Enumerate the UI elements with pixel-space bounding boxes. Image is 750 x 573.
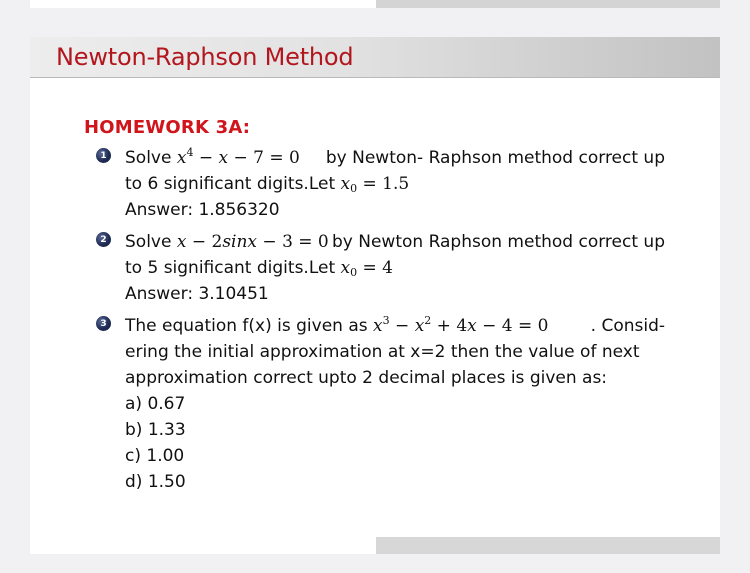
equation: $x^3 - x^2 + 4x - 4 = 0$ xyxy=(373,314,549,336)
equation: x − 2sinx − 3 = 0 xyxy=(176,232,329,252)
answer: Answer: 3.10451 xyxy=(125,284,269,304)
question-item-2 xyxy=(30,229,720,307)
question-line-2: to 6 significant digits.Let $x_0 = 1.5$ xyxy=(125,174,410,195)
question-line-3: approximation correct upto 2 decimal places is given as: xyxy=(125,368,608,388)
slide-title: Newton-Raphson Method xyxy=(56,43,354,71)
question-line-1: Solve $x^4 - x - 7 = 0$ by Newton- Raphson method correct up xyxy=(125,146,665,168)
previous-slide-bottom-left xyxy=(30,0,376,8)
previous-slide-bottom-right xyxy=(376,0,720,8)
question-line-1: Solve x − 2sinx − 3 = 0 by Newton Raphson method correct up xyxy=(125,232,665,252)
option-d: d) 1.50 xyxy=(125,472,186,492)
item-number-badge: 1 xyxy=(96,148,111,163)
question-line-2: ering the initial approximation at x=2 then the value of next xyxy=(125,342,640,362)
option-a: a) 0.67 xyxy=(125,394,186,414)
slide-footer-right xyxy=(376,537,720,554)
option-b: b) 1.33 xyxy=(125,420,186,440)
homework-heading: HOMEWORK 3A: xyxy=(84,117,251,138)
equation: $x^4 - x - 7 = 0$ xyxy=(176,146,300,168)
slide xyxy=(30,37,720,537)
item-number-badge: 3 xyxy=(96,316,111,331)
item-number-badge: 2 xyxy=(96,232,111,247)
slide-footer-left xyxy=(30,537,376,554)
slide-title-bar xyxy=(30,37,720,78)
question-line-1: The equation f(x) is given as $x^3 - x^2 + 4x - 4 = 0$ . Consid- xyxy=(125,314,665,336)
question-item-1 xyxy=(30,145,720,223)
option-c: c) 1.00 xyxy=(125,446,185,466)
question-item-3 xyxy=(30,313,720,495)
question-list xyxy=(30,145,720,501)
answer: Answer: 1.856320 xyxy=(125,200,280,220)
question-line-2: to 5 significant digits.Let $x_0 = 4$ xyxy=(125,258,393,279)
